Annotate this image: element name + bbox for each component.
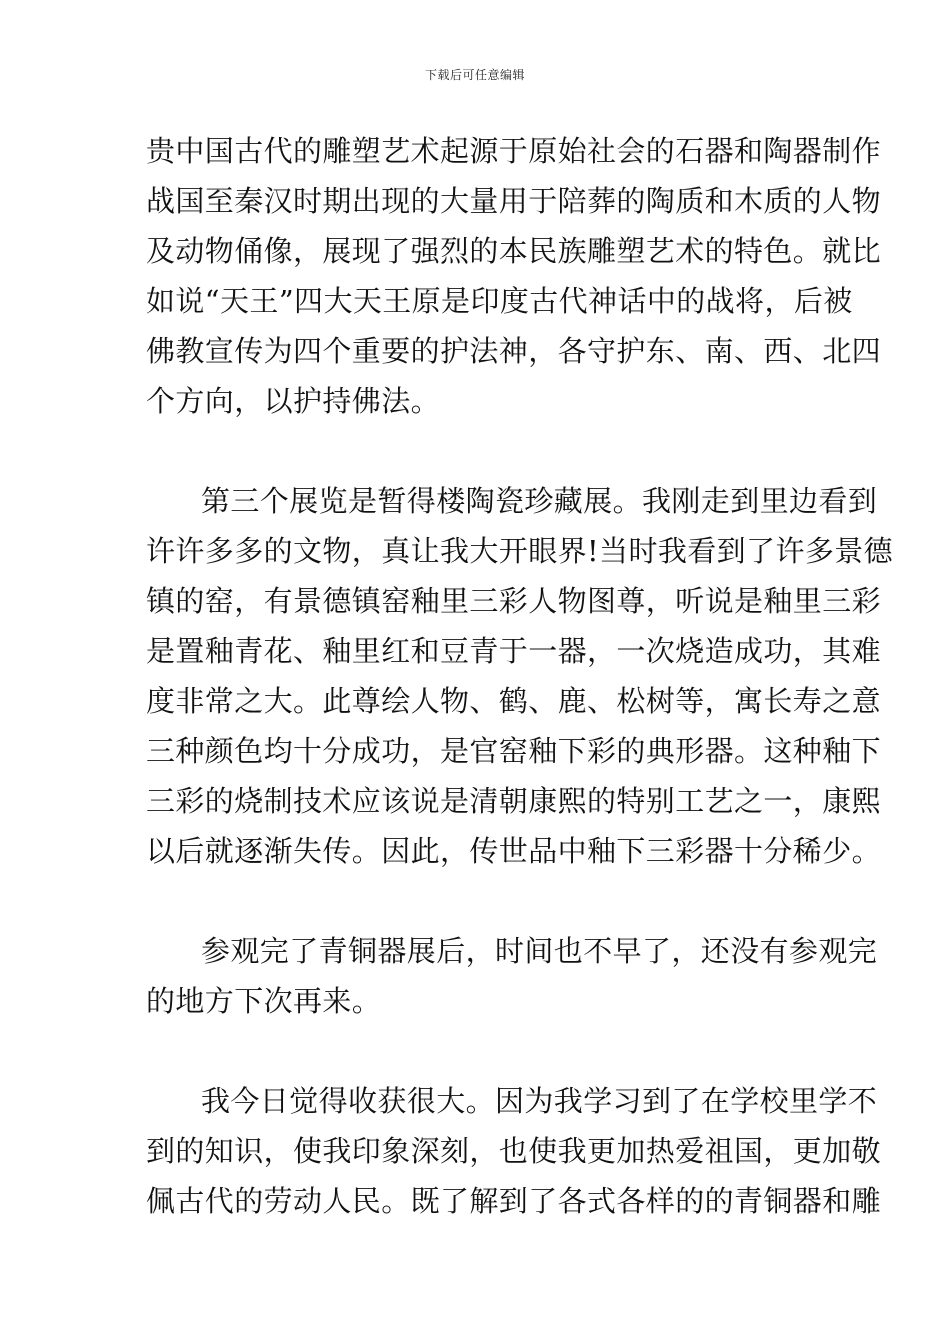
text-line: 个方向，以护持佛法。: [146, 384, 441, 418]
text-line: 第三个展览是暂得楼陶瓷珍藏展。我刚走到里边看到: [201, 484, 878, 518]
text-line: 战国至秦汉时期出现的大量用于陪葬的陶质和木质的人物: [146, 184, 882, 218]
text-line: 镇的窑，有景德镇窑釉里三彩人物图尊，听说是釉里三彩: [146, 584, 882, 618]
text-line: 许许多多的文物，真让我大开眼界!当时我看到了许多景德: [146, 534, 894, 568]
text-line: 如说“天王”四大天王原是印度古代神话中的战将，后被: [146, 284, 853, 318]
text-line: 度非常之大。此尊绘人物、鹤、鹿、松树等，寓长寿之意: [146, 684, 882, 718]
text-line: 以后就逐渐失传。因此，传世品中釉下三彩器十分稀少。: [146, 834, 882, 868]
text-line: 我今日觉得收获很大。因为我学习到了在学校里学不: [201, 1084, 878, 1118]
page-header: 下载后可任意编辑: [424, 68, 525, 82]
document-body: [146, 126, 894, 1226]
paragraph-gap: [146, 426, 806, 476]
text-line: 三彩的烧制技术应该说是清朝康熙的特别工艺之一，康熙: [146, 784, 882, 818]
paragraph-2: [146, 476, 894, 876]
text-line: 贵中国古代的雕塑艺术起源于原始社会的石器和陶器制作: [146, 134, 882, 168]
paragraph-4: [146, 1076, 882, 1226]
paragraph-3: [146, 926, 878, 1026]
text-line: 是置釉青花、釉里红和豆青于一器，一次烧造成功，其难: [146, 634, 882, 668]
text-line: 参观完了青铜器展后，时间也不早了，还没有参观完: [201, 934, 878, 968]
paragraph-gap: [146, 876, 806, 926]
paragraph-gap: [146, 1026, 806, 1076]
text-line: 三种颜色均十分成功，是官窑釉下彩的典形器。这种釉下: [146, 734, 882, 768]
paragraph-1: [146, 126, 882, 426]
text-line: 佩古代的劳动人民。既了解到了各式各样的的青铜器和雕: [146, 1184, 882, 1218]
text-line: 到的知识，使我印象深刻，也使我更加热爱祖国，更加敬: [146, 1134, 882, 1168]
text-line: 及动物俑像，展现了强烈的本民族雕塑艺术的特色。就比: [146, 234, 882, 268]
text-line: 的地方下次再来。: [146, 984, 382, 1018]
text-line: 佛教宣传为四个重要的护法神，各守护东、南、西、北四: [146, 334, 882, 368]
